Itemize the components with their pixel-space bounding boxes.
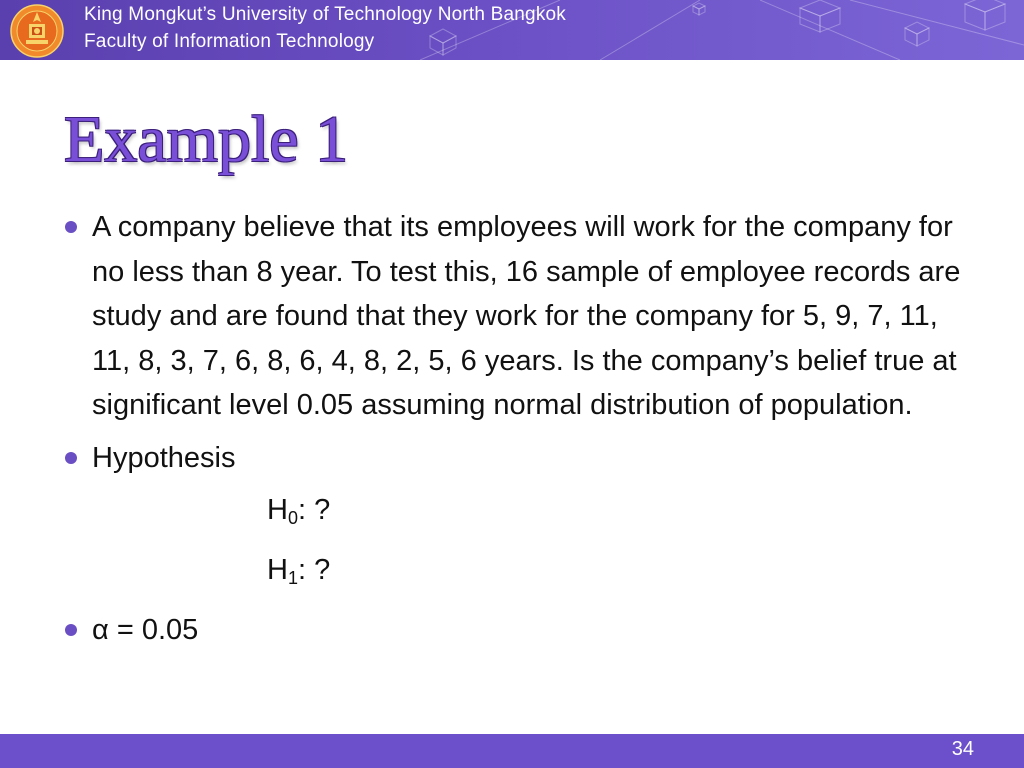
bullet-text: Hypothesis	[92, 441, 236, 474]
bullet-item-hypothesis	[62, 436, 972, 481]
bullet-dot-icon	[65, 452, 77, 464]
bullet-item-problem	[62, 205, 972, 428]
slide-footer	[0, 734, 1024, 768]
bullet-dot-icon	[65, 624, 77, 636]
bullet-text: A company believe that its employees will work for the company for no less than 8 year. To test this, 16 sample of employee records are study and are found that they work for the company for 5, 9, 7, 11, 11, 8, 3, 7, 6, 8, 6, 4, 8, 2, 5, 6 years. Is the company’s belief true at significant level 0.05 assuming normal distribution of population.	[92, 211, 961, 421]
bullet-dot-icon	[65, 221, 77, 233]
slide-header	[0, 0, 1024, 60]
alternative-hypothesis: $H_1$: ?	[267, 554, 331, 588]
slide-title: Example 1	[64, 103, 349, 176]
faculty-name: Faculty of Information Technology	[84, 31, 375, 52]
null-hypothesis: $H_0$: ?	[267, 494, 331, 528]
page-number: 34	[951, 738, 974, 760]
university-name: King Mongkut’s University of Technology North Bangkok	[84, 4, 566, 25]
bullet-item-alpha	[62, 608, 972, 653]
bullet-text: α = 0.05	[92, 614, 199, 646]
university-seal-icon	[10, 4, 64, 58]
slide-body	[62, 205, 972, 661]
